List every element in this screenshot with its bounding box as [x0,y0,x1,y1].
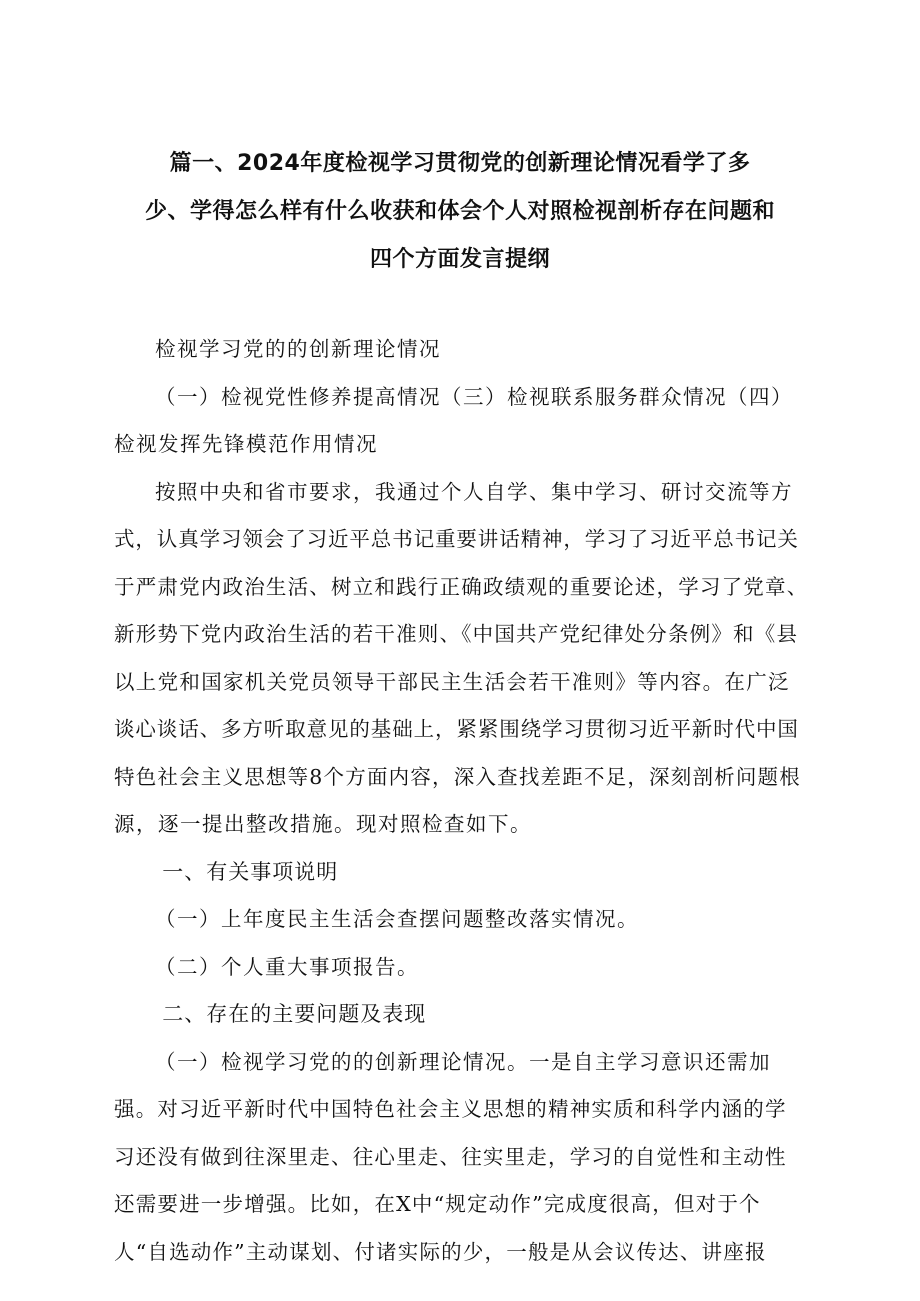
title-line: 篇一、2024年度检视学习贯彻党的创新理论情况看学了多 [169,151,751,176]
list-item: （一）上年度民主生活会查摆问题整改落实情况。 [155,907,639,931]
text-line: 强。对习近平新时代中国特色社会主义思想的精神实质和科学内涵的学 [114,1097,787,1121]
title-line: 少、学得怎么样有什么收获和体会个人对照检视剖析存在问题和 [144,199,775,224]
list-item: （二）个人重大事项报告。 [155,954,419,979]
title-line: 四个方面发言提纲 [369,247,550,272]
text-line: 按照中央和省市要求，我通过个人自学、集中学习、研讨交流等方 [155,479,793,504]
text-line: 以上党和国家机关党员领导干部民主生活会若干准则》等内容。在广泛 [114,669,790,694]
text-line: 谈心谈话、多方听取意见的基础上，紧紧围绕学习贯彻习近平新时代中国 [114,717,799,741]
text-line: 特色社会主义思想等8个方面内容，深入查找差距不足，深刻剖析问题根 [114,764,801,789]
text-line: 检视发挥先锋模范作用情况 [114,432,378,456]
text-line: （一）检视学习党的的创新理论情况。一是自主学习意识还需加 [155,1049,771,1074]
text-line: 新形势下党内政治生活的若干准则、《中国共产党纪律处分条例》和《县 [114,622,799,646]
text-line: 于严肃党内政治生活、树立和践行正确政绩观的重要论述，学习了党章、 [114,574,809,599]
section-heading: 一、有关事项说明 [162,859,339,884]
section-paragraph [114,1039,836,1277]
subtitle: 检视学习党的的创新理论情况 [155,337,441,361]
text-line: （一）检视党性修养提高情况（三）检视联系服务群众情况（四） [155,384,793,409]
text-line: 习还没有做到往深里走、往心里走、往实里走，学习的自觉性和主动性 [114,1144,787,1169]
text-line: 源，逐一提出整改措施。现对照检查如下。 [114,812,532,836]
subtitle-inspection-list [114,374,836,469]
text-line: 人“自选动作”主动谋划、付诸实际的少，一般是从会议传达、讲座报 [114,1239,767,1264]
document-title [100,140,820,284]
intro-paragraph [114,469,836,849]
document-body [114,326,836,1276]
section-heading: 二、存在的主要问题及表现 [162,1002,427,1026]
text-line: 式，认真学习领会了习近平总书记重要讲话精神，学习了习近平总书记关 [114,527,799,551]
text-line: 还需要进一步增强。比如，在X中“规定动作”完成度很高，但对于个 [114,1192,761,1216]
